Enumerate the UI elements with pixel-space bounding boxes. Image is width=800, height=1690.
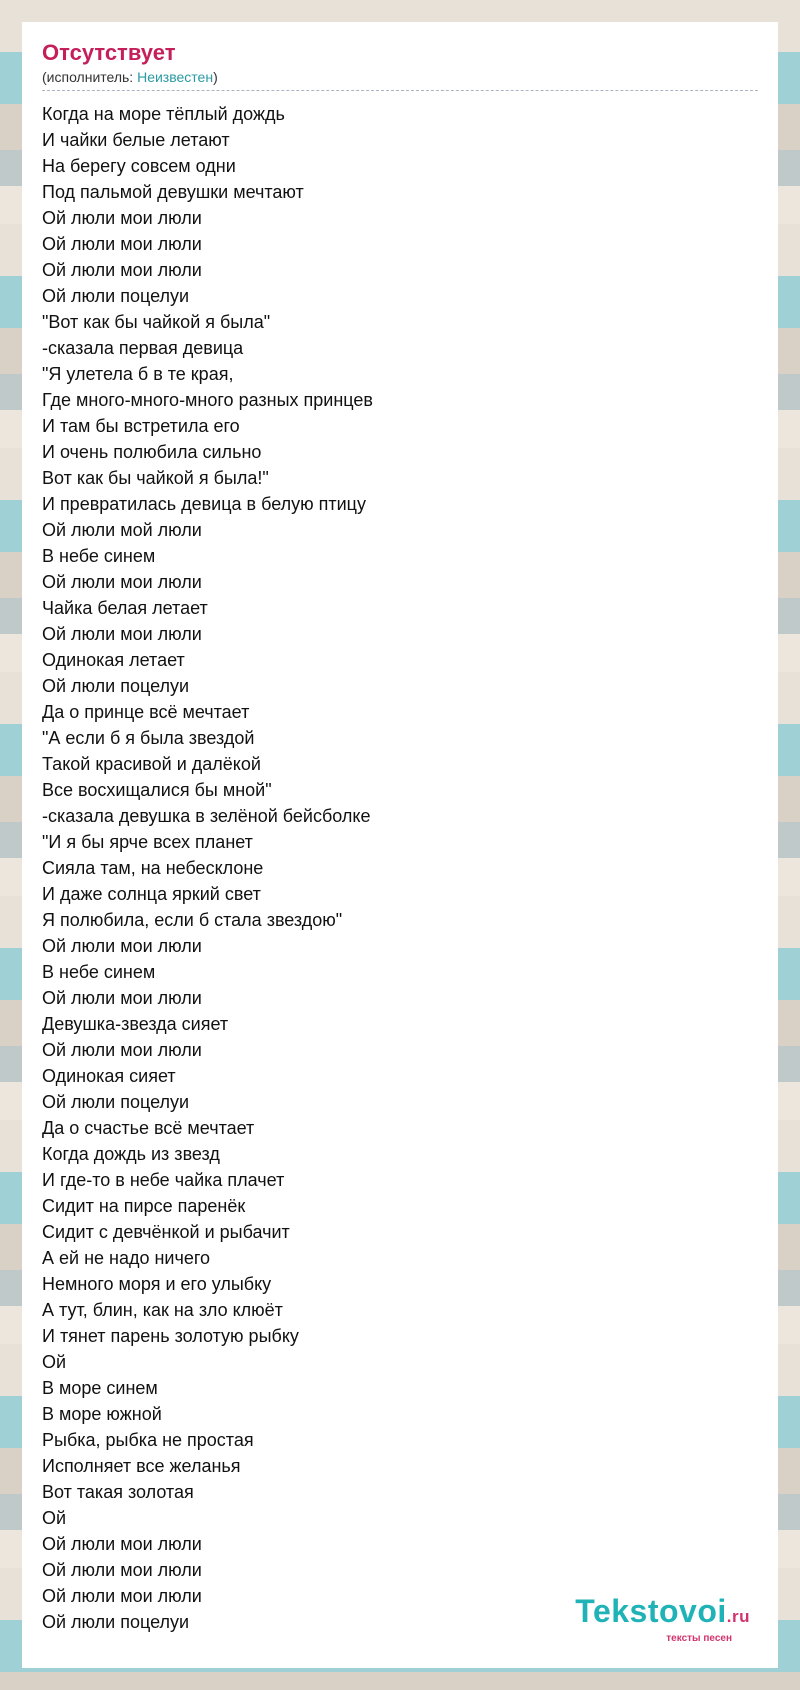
lyric-line: Ой bbox=[42, 1352, 67, 1372]
lyrics-card bbox=[22, 22, 778, 1668]
site-logo[interactable] bbox=[575, 1594, 750, 1644]
lyric-line: И даже солнца яркий свет bbox=[42, 884, 261, 904]
lyrics-body bbox=[42, 101, 758, 1635]
lyric-line: Все восхищалися бы мной" bbox=[42, 780, 272, 800]
lyric-line: Ой люли мои люли bbox=[42, 208, 202, 228]
lyric-line: Одинокая летает bbox=[42, 650, 185, 670]
lyric-line: Ой люли мой люли bbox=[42, 520, 202, 540]
lyric-line: Ой люли мои люли bbox=[42, 1040, 202, 1060]
lyric-line: "И я бы ярче всех планет bbox=[42, 832, 253, 852]
artist-line bbox=[42, 68, 758, 91]
lyric-line: Вот такая золотая bbox=[42, 1482, 194, 1502]
lyric-line: Исполняет все желанья bbox=[42, 1456, 241, 1476]
lyric-line: Когда на море тёплый дождь bbox=[42, 104, 285, 124]
lyric-line: Чайка белая летает bbox=[42, 598, 208, 618]
lyric-line: Девушка-звезда сияет bbox=[42, 1014, 229, 1034]
logo-tagline: тексты песен bbox=[666, 1633, 732, 1644]
lyric-line: Ой люли мои люли bbox=[42, 1534, 202, 1554]
lyric-line: "А если б я была звездой bbox=[42, 728, 255, 748]
logo-suffix: .ru bbox=[726, 1607, 750, 1626]
lyric-line: Под пальмой девушки мечтают bbox=[42, 182, 304, 202]
lyric-line: И очень полюбила сильно bbox=[42, 442, 262, 462]
lyric-line: И превратилась девица в белую птицу bbox=[42, 494, 366, 514]
lyric-line: А тут, блин, как на зло клюёт bbox=[42, 1300, 283, 1320]
lyric-line: Да о счастье всё мечтает bbox=[42, 1118, 255, 1138]
logo-wordmark bbox=[575, 1594, 750, 1634]
lyric-line: Ой bbox=[42, 1508, 67, 1528]
lyric-line: Ой люли поцелуи bbox=[42, 286, 190, 306]
lyric-line: Ой люли мои люли bbox=[42, 572, 202, 592]
lyric-line: Где много-много-много разных принцев bbox=[42, 390, 373, 410]
artist-link[interactable]: Неизвестен bbox=[137, 69, 214, 85]
lyric-line: И чайки белые летают bbox=[42, 130, 230, 150]
lyric-line: Ой люли мои люли bbox=[42, 1586, 202, 1606]
lyric-line: -сказала первая девица bbox=[42, 338, 244, 358]
logo-main-text: Tekstovoi bbox=[575, 1593, 727, 1629]
lyric-line: Ой люли мои люли bbox=[42, 260, 202, 280]
lyric-line: Сидит с девчёнкой и рыбачит bbox=[42, 1222, 290, 1242]
lyric-line: Ой люли поцелуи bbox=[42, 1612, 190, 1632]
lyric-line: Одинокая сияет bbox=[42, 1066, 176, 1086]
lyric-line: В небе синем bbox=[42, 962, 156, 982]
lyric-line: И тянет парень золотую рыбку bbox=[42, 1326, 299, 1346]
lyric-line: Ой люли мои люли bbox=[42, 1560, 202, 1580]
lyric-line: На берегу совсем одни bbox=[42, 156, 236, 176]
lyric-line: Ой люли мои люли bbox=[42, 234, 202, 254]
lyric-line: В море синем bbox=[42, 1378, 158, 1398]
lyric-line: Сияла там, на небесклоне bbox=[42, 858, 264, 878]
artist-prefix: (исполнитель: bbox=[42, 69, 138, 85]
lyric-line: Рыбка, рыбка не простая bbox=[42, 1430, 254, 1450]
lyric-line: В море южной bbox=[42, 1404, 162, 1424]
lyric-line: Ой люли поцелуи bbox=[42, 676, 190, 696]
song-title: Отсутствует bbox=[42, 40, 176, 65]
lyric-line: В небе синем bbox=[42, 546, 156, 566]
lyric-line: Ой люли мои люли bbox=[42, 624, 202, 644]
artist-suffix: ) bbox=[213, 69, 218, 85]
lyric-line: Ой люли мои люли bbox=[42, 936, 202, 956]
lyric-line: "Я улетела б в те края, bbox=[42, 364, 234, 384]
lyric-line: Когда дождь из звезд bbox=[42, 1144, 220, 1164]
lyric-line: Ой люли поцелуи bbox=[42, 1092, 190, 1112]
lyric-line: Ой люли мои люли bbox=[42, 988, 202, 1008]
lyric-line: Да о принце всё мечтает bbox=[42, 702, 250, 722]
lyric-line: Вот как бы чайкой я была!" bbox=[42, 468, 269, 488]
lyric-line: Немного моря и его улыбку bbox=[42, 1274, 272, 1294]
lyric-line: А ей не надо ничего bbox=[42, 1248, 211, 1268]
lyric-line: Сидит на пирсе паренёк bbox=[42, 1196, 246, 1216]
lyric-line: -сказала девушка в зелёной бейсболке bbox=[42, 806, 371, 826]
lyric-line: И там бы встретила его bbox=[42, 416, 240, 436]
lyric-line: И где-то в небе чайка плачет bbox=[42, 1170, 285, 1190]
lyric-line: "Вот как бы чайкой я была" bbox=[42, 312, 271, 332]
lyric-line: Я полюбила, если б стала звездою" bbox=[42, 910, 343, 930]
lyric-line: Такой красивой и далёкой bbox=[42, 754, 261, 774]
